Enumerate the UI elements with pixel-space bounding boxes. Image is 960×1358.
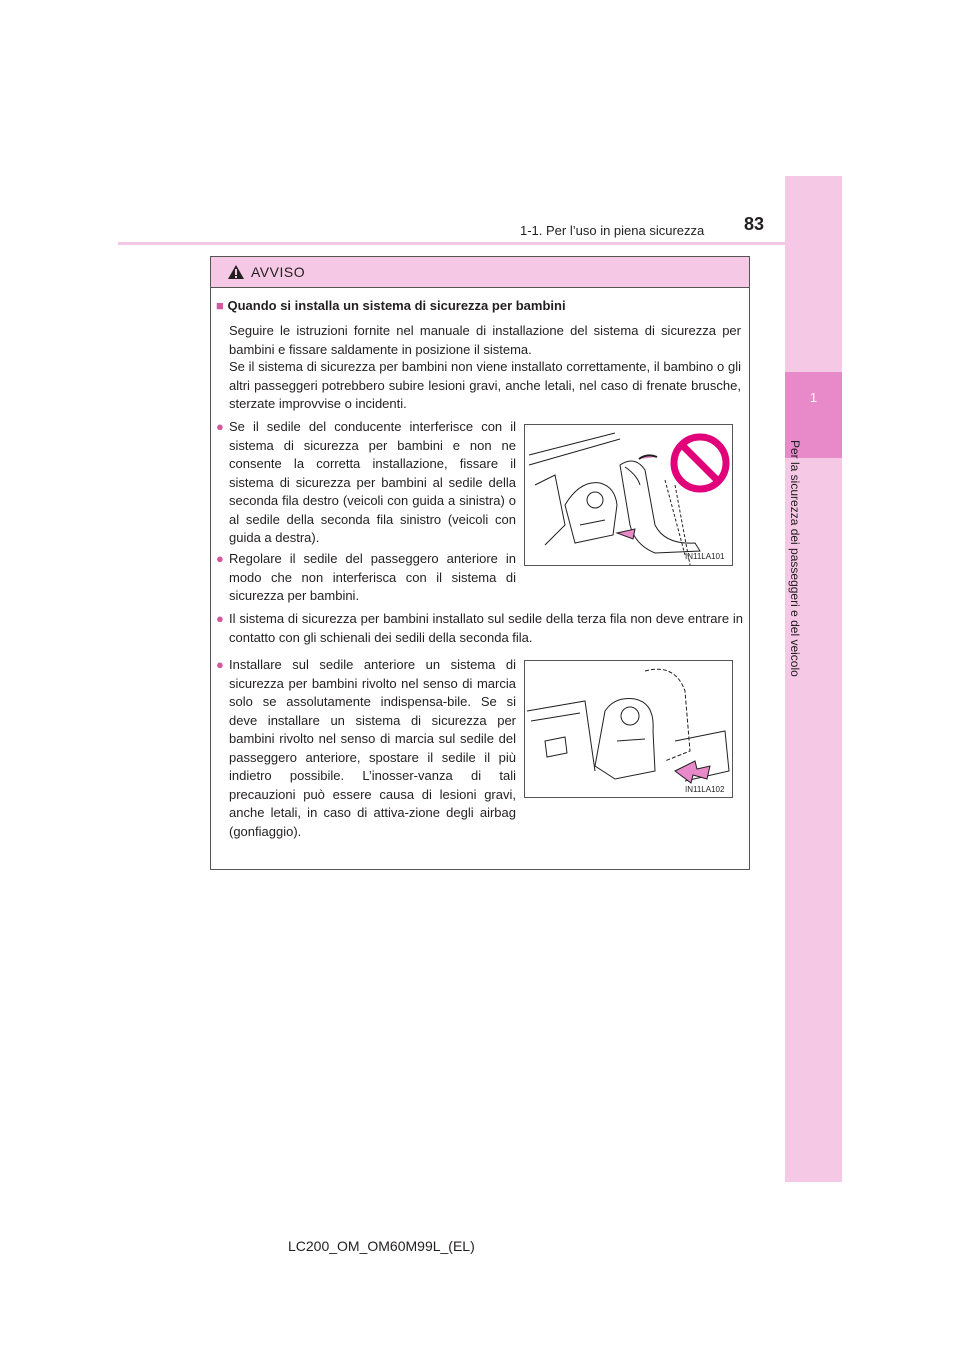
bullet-item [216, 550, 516, 610]
bullet-text-2: Regolare il sedile del passeggero anteriore in modo che non interferisca con il sistema di sicurezza per bambini. [229, 551, 516, 603]
bullet-text-3: Il sistema di sicurezza per bambini installato sul sedile della terza fila non deve entrare in contatto con gli schienali dei sedili della seconda fila. [229, 611, 743, 645]
round-bullet-icon: ● [216, 551, 224, 566]
bullet-item [216, 656, 516, 856]
round-bullet-icon: ● [216, 419, 224, 434]
round-bullet-icon: ● [216, 611, 224, 626]
square-bullet-icon: ■ [216, 298, 224, 313]
warning-header [211, 257, 749, 288]
figure-front-seat-child-seat [524, 660, 733, 798]
figure-code-1: IN11LA101 [685, 552, 725, 561]
warning-title: AVVISO [251, 264, 306, 280]
chapter-number: 1 [809, 390, 818, 405]
chapter-title: Per la sicurezza dei passeggeri e del veicolo [788, 440, 802, 677]
bullet-item [216, 610, 743, 650]
section-title: 1-1. Per l’uso in piena sicurezza [520, 223, 705, 238]
child-seat-illustration-2 [525, 661, 732, 797]
page-number: 83 [744, 214, 765, 234]
round-bullet-icon: ● [216, 657, 224, 672]
figure-code-2: IN11LA102 [685, 785, 725, 794]
warning-triangle-icon [227, 264, 245, 285]
warning-subheading: ■ Quando si installa un sistema di sicurezza per bambini [216, 298, 566, 313]
child-seat-illustration-1 [525, 425, 732, 565]
warning-paragraph-1: Seguire le istruzioni fornite nel manuale di installazione del sistema di sicurezza per bambini e fissare saldamente in posizione il sistema. [229, 323, 741, 357]
bullet-text-1: Se il sedile del conducente interferisce con il sistema di sicurezza per bambini e non ne consente la corretta installazione, fissare il sistema di sicurezza per bambini al sedile della seconda fila destro (veicoli con guida a sinistra) o al sedile della seconda fila sinistro (veicoli con guida a destra). [229, 419, 516, 545]
warning-paragraph-2: Se il sistema di sicurezza per bambini non viene installato correttamente, il bambino o gli altri passeggeri potrebbero subire lesioni gravi, anche letali, nel caso di frenate brusche, sterzate improvvise o incidenti. [229, 359, 741, 411]
header-rule [118, 242, 842, 245]
bullet-text-4: Installare sul sedile anteriore un sistema di sicurezza per bambini rivolto nel senso di marcia solo se assolutamente indispensa-bile. Se si deve installare un sistema di sicurezza per bambini rivolto nel senso di marcia sul sedile del passeggero anteriore, spostare il sedile il più indietro possibile. L’inosser-vanza di tali precauzioni può essere causa di lesioni gravi, anche letali, in caso di attiva-zione degli airbag (gonfiaggio). [229, 657, 516, 839]
figure-driver-seat-interference [524, 424, 733, 566]
document-code: LC200_OM_OM60M99L_(EL) [288, 1238, 475, 1254]
